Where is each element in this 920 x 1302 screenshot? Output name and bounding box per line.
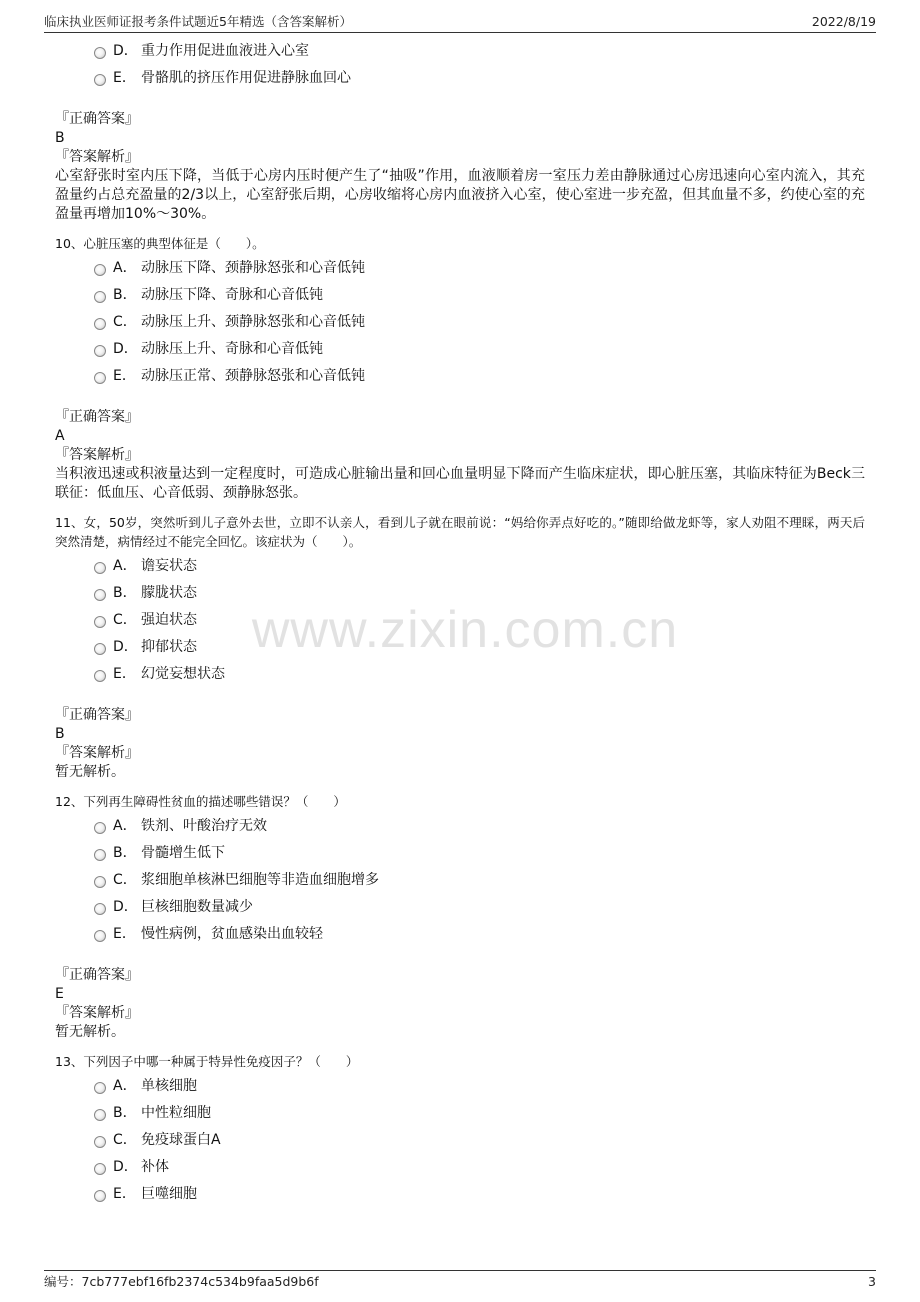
option-c[interactable]: [55, 309, 865, 336]
option-letter: D．: [113, 43, 138, 59]
page-header: [44, 10, 876, 33]
option-d[interactable]: [55, 894, 865, 921]
option-d[interactable]: [55, 38, 865, 65]
option-letter: D．: [113, 1159, 138, 1175]
document-code: 编号：7cb777ebf16fb2374c534b9faa5d9b6f: [44, 1274, 319, 1289]
option-a[interactable]: [55, 255, 865, 282]
exam-content: [55, 38, 865, 1208]
answer-label: 『正确答案』: [55, 967, 139, 983]
option-e[interactable]: [55, 363, 865, 390]
radio-icon[interactable]: [94, 1109, 106, 1121]
radio-icon[interactable]: [94, 616, 106, 628]
analysis-label: 『答案解析』: [55, 447, 139, 463]
option-d[interactable]: [55, 336, 865, 363]
radio-icon[interactable]: [94, 1136, 106, 1148]
option-b[interactable]: [55, 1100, 865, 1127]
option-text: 幻觉妄想状态: [141, 666, 225, 682]
option-text: 铁剂、叶酸治疗无效: [141, 818, 267, 834]
question-stem: 11、女，50岁，突然听到儿子意外去世，立即不认亲人，看到儿子就在眼前说：“妈给你弄点好吃的。”随即给做龙虾等，家人劝阻不理睬，两天后突然清楚，病情经过不能完全回忆。该症状为（ ）。: [55, 515, 865, 549]
answer-label: 『正确答案』: [55, 707, 139, 723]
radio-icon[interactable]: [94, 318, 106, 330]
option-letter: A．: [113, 558, 137, 574]
option-e[interactable]: [55, 921, 865, 948]
answer-label: 『正确答案』: [55, 111, 139, 127]
question-stem: 10、心脏压塞的典型体征是（ ）。: [55, 236, 265, 251]
watermark: www.zixin.com.cn: [251, 601, 679, 659]
option-letter: B．: [113, 585, 137, 601]
option-letter: B．: [113, 1105, 137, 1121]
document-date: 2022/8/19: [811, 13, 876, 29]
document-title: 临床执业医师证报考条件试题近5年精选（含答案解析）: [44, 14, 352, 29]
page-footer: [44, 1270, 876, 1291]
option-letter: D．: [113, 639, 138, 655]
option-text: 重力作用促进血液进入心室: [141, 43, 309, 59]
option-text: 动脉压正常、颈静脉怒张和心音低钝: [141, 368, 365, 384]
question-10: [55, 234, 865, 503]
radio-icon[interactable]: [94, 1082, 106, 1094]
analysis-label: 『答案解析』: [55, 1005, 139, 1021]
option-c[interactable]: [55, 867, 865, 894]
option-letter: C．: [113, 314, 137, 330]
analysis-text: 心室舒张时室内压下降，当低于心房内压时便产生了“抽吸”作用，血液顺着房一室压力差由静脉通过心房迅速向心室内流入，其充盈量约占总充盈量的2/3以上，心室舒张后期，心房收缩将心房内血液挤入心室，使心室进一步充盈，但其血量不多，约使心室的充盈量再增加10%～30%。: [55, 168, 865, 222]
question-stem: 12、下列再生障碍性贫血的描述哪些错误？（ ）: [55, 794, 346, 809]
option-text: 巨核细胞数量减少: [141, 899, 253, 915]
radio-icon[interactable]: [94, 47, 106, 59]
radio-icon[interactable]: [94, 291, 106, 303]
option-text: 慢性病例，贫血感染出血较轻: [141, 926, 323, 942]
option-text: 谵妄状态: [141, 558, 197, 574]
radio-icon[interactable]: [94, 849, 106, 861]
option-letter: D．: [113, 341, 138, 357]
option-d[interactable]: [55, 1154, 865, 1181]
option-b[interactable]: [55, 840, 865, 867]
radio-icon[interactable]: [94, 74, 106, 86]
option-letter: B．: [113, 287, 137, 303]
option-a[interactable]: [55, 553, 865, 580]
option-text: 动脉压下降、奇脉和心音低钝: [141, 287, 323, 303]
option-letter: E．: [113, 368, 136, 384]
analysis-text: 暂无解析。: [55, 764, 125, 780]
option-text: 单核细胞: [141, 1078, 197, 1094]
analysis-text: 当积液迅速或积液量达到一定程度时，可造成心脏输出量和回心血量明显下降而产生临床症状，即心脏压塞，其临床特征为Beck三联征：低血压、心音低弱、颈静脉怒张。: [55, 466, 865, 501]
analysis-label: 『答案解析』: [55, 149, 139, 165]
question-stem: 13、下列因子中哪一种属于特异性免疫因子？（ ）: [55, 1054, 359, 1069]
option-letter: A．: [113, 1078, 137, 1094]
carryover-question: [55, 38, 865, 224]
option-letter: E．: [113, 666, 136, 682]
radio-icon[interactable]: [94, 643, 106, 655]
option-b[interactable]: [55, 282, 865, 309]
option-letter: E．: [113, 1186, 136, 1202]
option-text: 免疫球蛋白A: [141, 1132, 221, 1148]
option-e[interactable]: [55, 65, 865, 92]
analysis-label: 『答案解析』: [55, 745, 139, 761]
answer-value: B: [55, 130, 65, 146]
option-text: 抑郁状态: [141, 639, 197, 655]
option-text: 强迫状态: [141, 612, 197, 628]
radio-icon[interactable]: [94, 822, 106, 834]
radio-icon[interactable]: [94, 1190, 106, 1202]
answer-label: 『正确答案』: [55, 409, 139, 425]
answer-value: B: [55, 726, 65, 742]
option-text: 骨骼肌的挤压作用促进静脉血回心: [141, 70, 351, 86]
option-e[interactable]: [55, 1181, 865, 1208]
option-a[interactable]: [55, 813, 865, 840]
option-letter: A．: [113, 260, 137, 276]
option-text: 朦胧状态: [141, 585, 197, 601]
radio-icon[interactable]: [94, 903, 106, 915]
option-text: 巨噬细胞: [141, 1186, 197, 1202]
option-letter: B．: [113, 845, 137, 861]
option-letter: A．: [113, 818, 137, 834]
option-text: 补体: [141, 1159, 169, 1175]
option-e[interactable]: [55, 661, 865, 688]
option-letter: E．: [113, 926, 136, 942]
radio-icon[interactable]: [94, 562, 106, 574]
option-text: 浆细胞单核淋巴细胞等非造血细胞增多: [141, 872, 379, 888]
radio-icon[interactable]: [94, 670, 106, 682]
option-letter: C．: [113, 612, 137, 628]
question-13: [55, 1052, 865, 1208]
radio-icon[interactable]: [94, 345, 106, 357]
answer-value: E: [55, 986, 64, 1002]
answer-value: A: [55, 428, 65, 444]
option-text: 动脉压下降、颈静脉怒张和心音低钝: [141, 260, 365, 276]
option-c[interactable]: [55, 1127, 865, 1154]
radio-icon[interactable]: [94, 930, 106, 942]
option-letter: D．: [113, 899, 138, 915]
analysis-text: 暂无解析。: [55, 1024, 125, 1040]
question-11: [55, 513, 865, 782]
option-text: 中性粒细胞: [141, 1105, 211, 1121]
radio-icon[interactable]: [94, 589, 106, 601]
option-letter: C．: [113, 1132, 137, 1148]
option-c[interactable]: [55, 607, 865, 634]
option-d[interactable]: [55, 634, 865, 661]
radio-icon[interactable]: [94, 372, 106, 384]
question-12: [55, 792, 865, 1042]
radio-icon[interactable]: [94, 1163, 106, 1175]
option-a[interactable]: [55, 1073, 865, 1100]
option-text: 动脉压上升、奇脉和心音低钝: [141, 341, 323, 357]
option-letter: C．: [113, 872, 137, 888]
option-text: 动脉压上升、颈静脉怒张和心音低钝: [141, 314, 365, 330]
option-letter: E．: [113, 70, 136, 86]
option-text: 骨髓增生低下: [141, 845, 225, 861]
radio-icon[interactable]: [94, 876, 106, 888]
radio-icon[interactable]: [94, 264, 106, 276]
page-number: 3: [868, 1273, 876, 1289]
option-b[interactable]: [55, 580, 865, 607]
